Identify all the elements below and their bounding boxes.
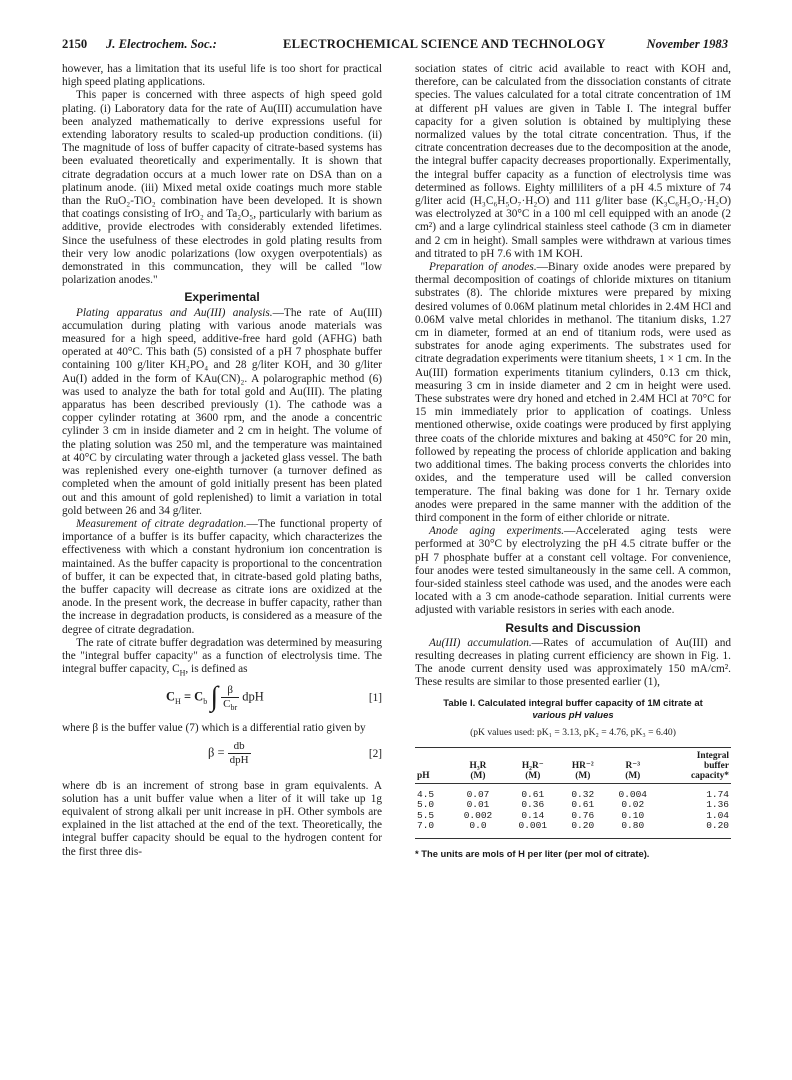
running-header [62,37,728,57]
table-cell: 0.32 [571,788,595,800]
table-cell: 0.20 [571,820,595,832]
left-column [62,63,382,859]
table-cell: 0.02 [621,799,645,811]
section-heading-experimental: Experimental [184,290,260,305]
fraction: $\frac{db}{\text{dpH}}$ [229,739,249,766]
run-in-heading: Anode aging experiments. [429,525,565,538]
table-cell: 4.5 [417,788,435,800]
table-cell: 0.14 [521,809,545,821]
paragraph: Au(III) accumulation.—Rates of accumulation of Au(III) and resulting decreases in plating current efficiency are shown in Fig. 1. The anode current density used was approximately 150 mA/cm². These results are similar to those presented earlier (1), [415,636,731,689]
fraction: $\frac{\beta}{C_{br}}$ [223,684,238,713]
table-cell: 0.001 [518,820,548,832]
table-cell: 0.36 [521,799,545,811]
equation-1: $C_H = C_b$ ∫ $\frac{\beta}{C_{br}}$ dpH [1] [166,681,382,713]
table-cell: 5.0 [417,799,435,811]
table-cell: 1.36 [706,799,729,811]
paragraph: where β is the buffer value (7) which is a differential ratio given by [62,722,366,735]
equation-2: β = $\frac{db}{\text{dpH}}$ [2] [208,739,382,766]
paragraph: however, has a limitation that its useful life is too short for practical high speed plating applications. [62,63,382,89]
paragraph: Anode aging experiments.—Accelerated aging tests were performed at 30°C by electrolyzing the pH 4.5 citrate buffer or the pH 7 phosphate buffer at a constant cell voltage. For convenience, four anodes were tested simultaneously in the same cell. A common, four-sided stainless steel cathode was used, and the anodes were each located with a 3 cm anode-cathode separation. Initial currents were adjusted with variable resistors in series with each anode. [415,525,731,617]
table-header-cell: pH [417,770,430,781]
table-row [415,783,731,800]
integral-sign: ∫ [210,681,219,713]
table-cell: 0.61 [521,788,545,800]
table-cell: 5.5 [417,809,435,821]
run-in-heading: Preparation of anodes. [429,261,537,274]
table-note: (pK values used: pK₁ = 3.13, pK₂ = 4.76, pK₃ = 6.40) [470,726,676,738]
table-cell: 1.04 [706,809,729,821]
table-cell: 7.0 [417,820,435,832]
run-in-heading: Measurement of citrate degradation. [76,517,247,530]
table-cell: 1.74 [706,788,729,800]
run-in-heading: Plating apparatus and Au(III) analysis. [76,306,273,319]
table-header-cell: H₂R⁻ (M) [521,760,544,781]
paragraph: Preparation of anodes.—Binary oxide anodes were prepared by thermal decomposition of coatings of chloride mixtures on titanium substrates (8). The chloride mixtures were prepared by mixing desired volumes of 0.06M platinum metal chlorides in 2.4M HCl and 0.06M valve metal chlorides in methanol. The titanium disks, 1.27 cm in diameter, formed at an end of titanium rods, were used as substrates for anode aging experiments. The substrates used for citrate degradation experiments were titanium sheets, 1 × 1 cm. In the Au(III) formation experiments titanium cylinders, 0.13 cm thick, measuring 3 cm in inside diameter and 2 cm in height were used. These substrates were dry honed and etched in 2.4M HCl at 70°C for 15 min immediately prior to application of coatings. Unless mentioned otherwise, oxide coatings were produced by first applying three coats of the chloride mixtures and baking at 450°C for 20 min, followed by repeating the process of chloride application and baking two additional times. The baking process converts the chlorides into oxides, and the temperature used will be called conversion temperature. The final baking was done for 1 hr. Ternary oxide anodes were prepared in the same manner with the addition of the third component in the form of either chloride or nitrate. [415,261,731,524]
table-cell: 0.61 [571,799,595,811]
table-header-cell: H₃R (M) [469,760,487,781]
table-cell: 0.76 [571,809,595,821]
table-cell: 0.0 [469,820,487,832]
table-cell: 0.004 [618,788,648,800]
paragraph: Plating apparatus and Au(III) analysis.—The rate of Au(III) accumulation during plating with various anode materials was measured for a high speed, additive-free hard gold (AFHG) bath operated at 40°C. This bath (5) consisted of a pH 7 phosphate buffer containing 100 g/liter KH₂PO₄ and 28 g/liter KOH, and 30 g/liter Au(I) added in the form of KAu(CN)₂. A polarographic method (6) was used to analyze the bath for total gold and Au(III). The plating apparatus has been described previously (1). The cathode was a copper cylinder rotating at 3600 rpm, and the anode a concentric cylinder 3 cm in inside diameter and 2 cm in height. The volume of the plating solution was 250 ml, and the temperature was maintained at 40°C by circulating water through a jacketed glass vessel. The bath was replenished every one-eighth turnover (a turnover defined as completed when the amount of gold initially present has been plated out and this amount of gold replenished) to limit a variation in total gold between 26 and 34 g/liter. [62,306,382,517]
paragraph: This paper is concerned with three aspects of high speed gold plating. (i) Laboratory data for the rate of Au(III) accumulation have been analyzed mathematically to derive expressions useful for extending laboratory results to scaled-up production conditions. (ii) The magnitude of loss of buffer capacity of citrate-based systems has been evaluated theoretically and experimentally. It is shown that citrate degradation occurs at a much lower rate on DSA than on a platinum anode. (iii) Mixed metal oxide coatings much more stable than the RuO₂-TiO₂ combination have been developed. It is shown that coatings consisting of IrO₂ and Ta₂O₅, particularly with barium as additive, provide electrodes with considerably extended lifetimes. Since the usefulness of these electrodes in gold plating results from their very low anodic polarizations (low oxygen overpotentials) as demonstrated in this communcation, they will be called "low polarization anodes." [62,89,382,287]
paragraph: Measurement of citrate degradation.—The functional property of importance of a buffer is its buffer capacity, which characterizes the effectiveness with which a constant hydronium ion concentration is maintained. As the buffer capacity is proportional to the concentration of buffer, it can be expected that, in citrate-based gold plating baths, the buffer capacity will decrease as citrate ions are oxidized at the anode. In the present work, the decrease in buffer capacity, rather than the increase in degradation products, is considered as a measure of the degree of citrate degradation. [62,517,382,636]
table-cell: 0.07 [466,788,490,800]
table-cell: 0.10 [621,809,645,821]
paragraph: sociation states of citric acid available to react with KOH and, therefore, can be calculated from the dissociation constants of citrate species. The values calculated for a total citrate concentration of 1M at different pH values are given in Table I. The integral buffer capacity for a given solution is obtained by multiplying these normalized values by the total citrate concentration. Thus, if the citrate concentration decreases due to the decomposition at the anode, the integral buffer capacity decreases proportionally. Experimentally, the integral buffer capacity as a function of electrolysis time was determined as follows. Eighty milliliters of a pH 4.5 mixture of 74 g/liter acid (H₃C₆H₅O₇·H₂O) and 111 g/liter base (K₃C₆H₅O₇·H₂O) was electrolyzed at 30°C in a 100 ml cell equipped with an anode (2 cm²) and a large cylindrical stainless steel cathode (3 cm in diameter and 2 cm in height). Small samples were withdrawn at various times and titrated to pH 7.6 with 1M KOH. [415,63,731,260]
journal-section-title: ELECTROCHEMICAL SCIENCE AND TECHNOLOGY [283,37,606,51]
table-cell: 0.20 [706,820,729,832]
paragraph: where db is an increment of strong base in gram equivalents. A solution has a unit buffer value when a liter of it will take up 1g equivalent of strong alkali per unit increase in pH. Other symbols are explained in the list attached at the end of the text. Theoretically, the integral buffer capacity should be equal to the hydrogen content for the first three dis- [62,779,382,858]
table-cell: 0.01 [466,799,490,811]
issue-date: November 1983 [646,37,728,51]
table-cell: 0.002 [463,809,493,821]
equation-number: [2] [368,747,382,760]
table-body [415,783,731,838]
table-header-cell: HR⁻² (M) [571,760,594,781]
table-header-cell: Integral buffer capacity* [690,750,729,781]
buffer-capacity-table [415,747,731,839]
paragraph: The rate of citrate buffer degradation was determined by measuring the "integral buffer capacity" as a function of electrolysis time. The integral buffer capacity, $C_H$, is defined as [62,636,382,678]
table-footnote: * The units are mols of H per liter (per mol of citrate). [415,847,650,859]
page-number: 2150 [62,37,88,51]
table-caption: Table I. Calculated integral buffer capacity of 1M citrate at various pH values [443,697,703,721]
table-header-cell: R⁻³ (M) [625,760,641,781]
equation-number: [1] [368,692,382,705]
section-heading-results: Results and Discussion [505,620,641,635]
journal-name: J. Electrochem. Soc.: [106,37,217,51]
run-in-heading: Au(III) accumulation. [429,636,532,649]
table-header-row [415,747,731,783]
table-row [415,821,731,838]
right-column [415,63,731,860]
table-cell: 0.80 [621,820,645,832]
